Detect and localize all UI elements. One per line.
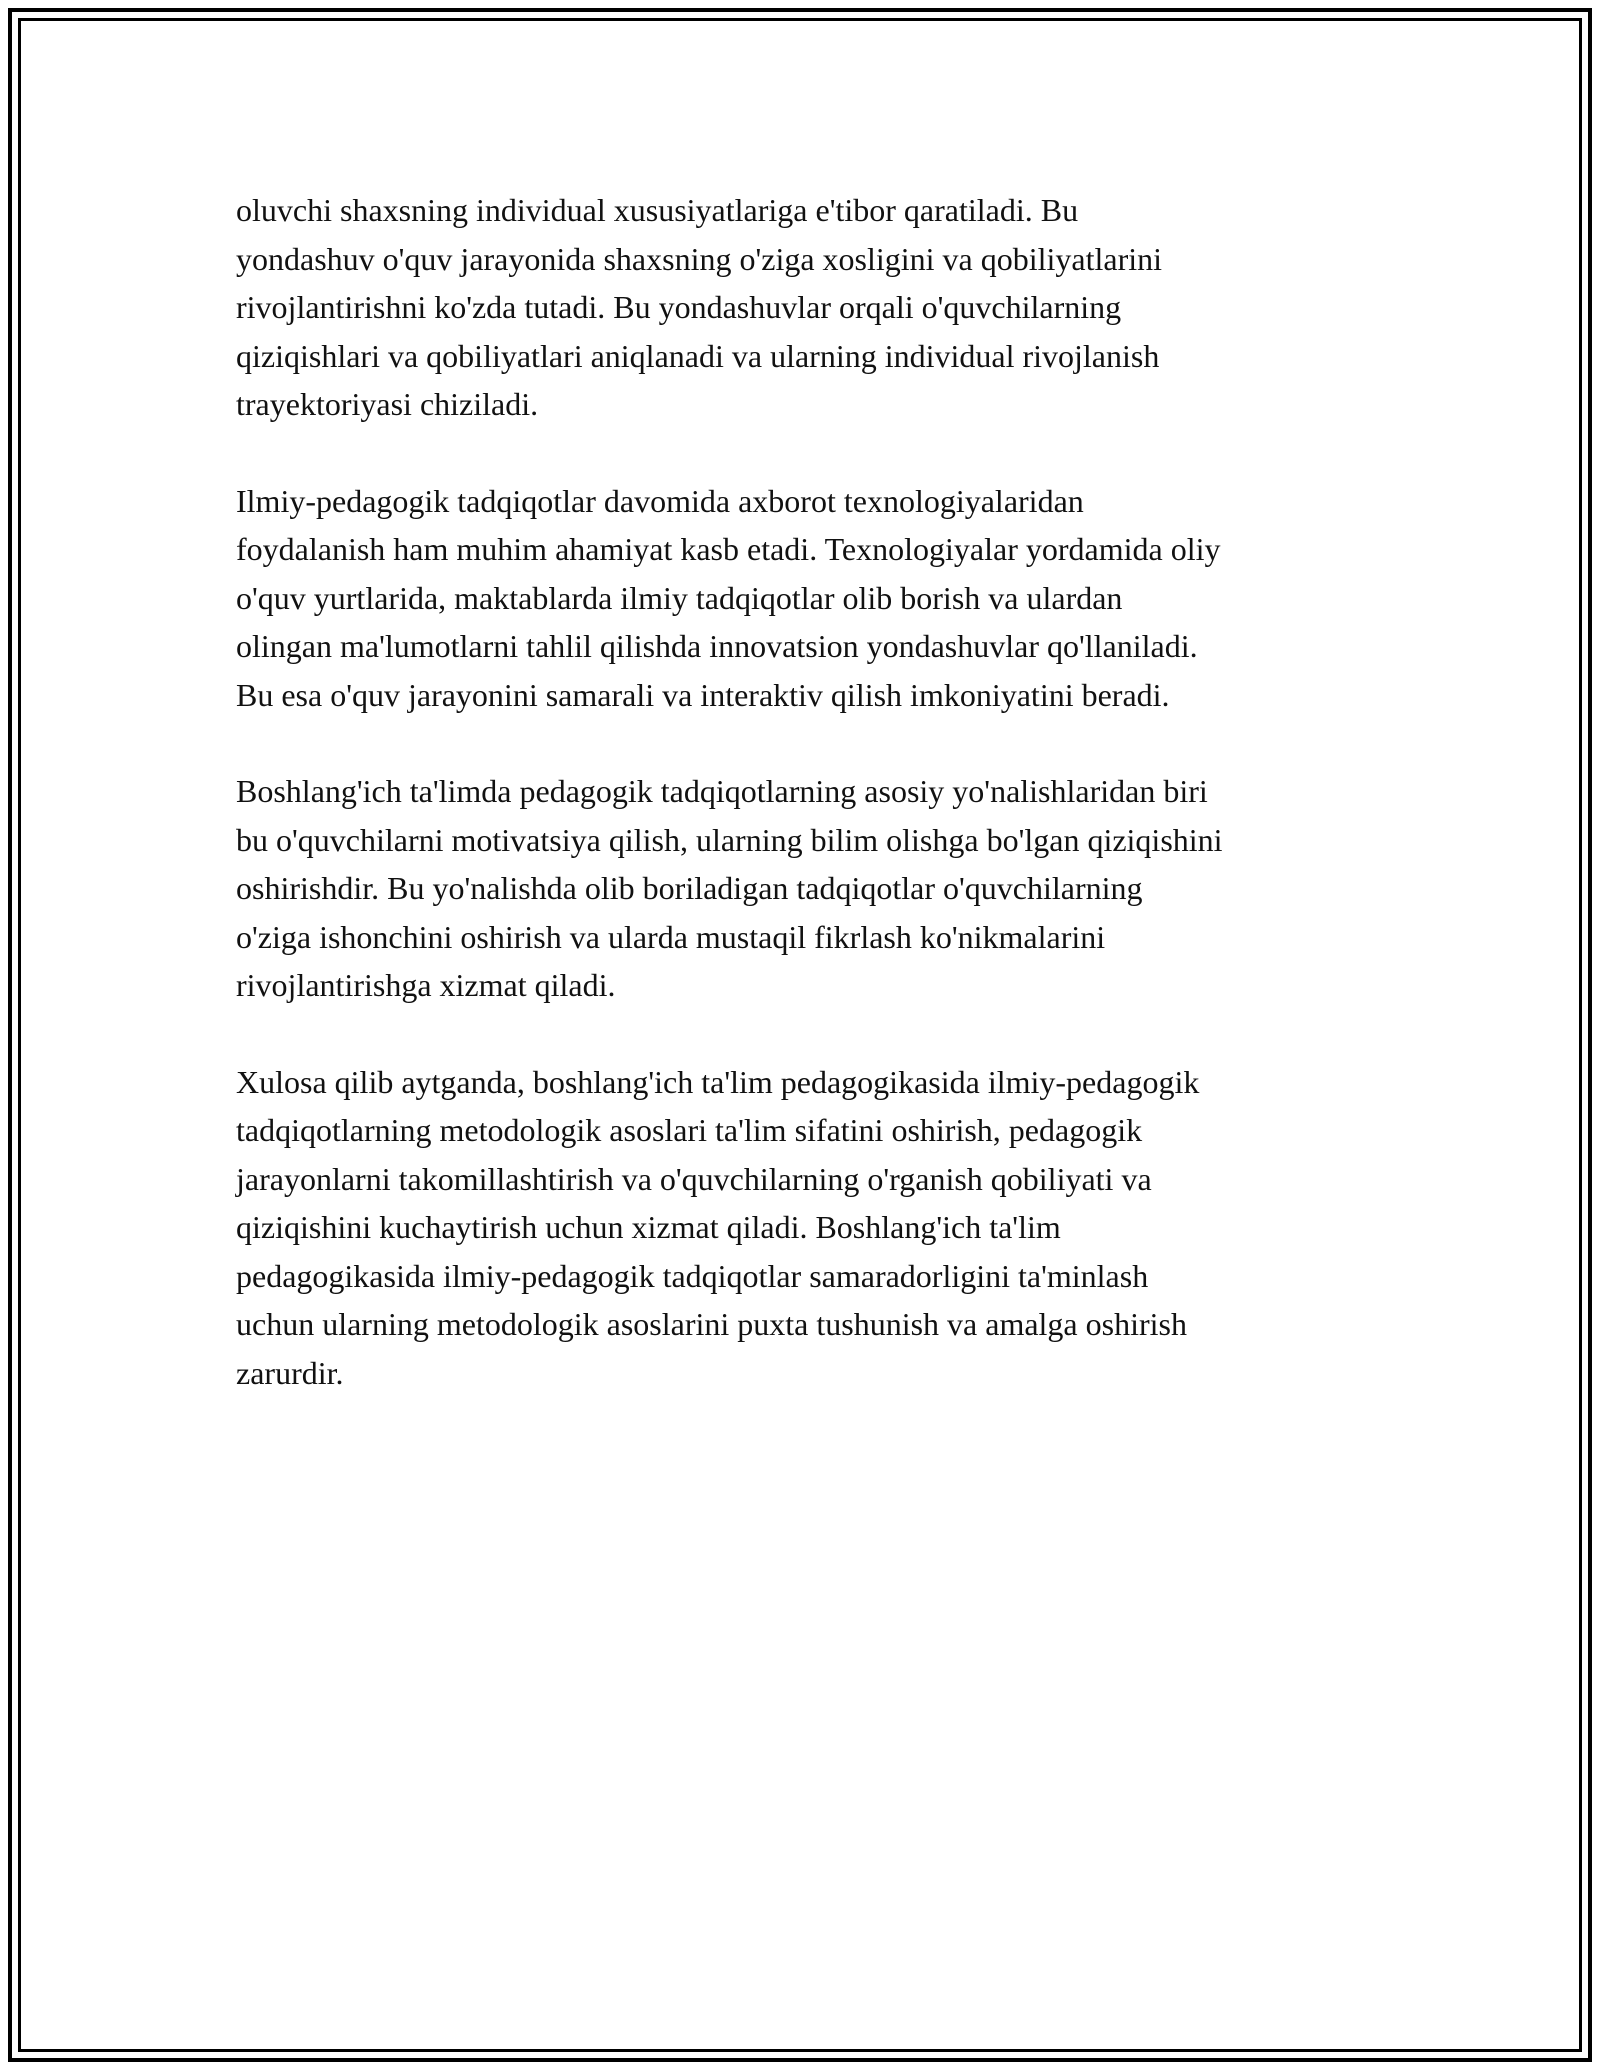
text-line: rivojlantirishni ko'zda tutadi. Bu yondashuvlar orqali o'quvchilarning: [236, 289, 1122, 325]
text-line: oluvchi shaxsning individual xususiyatlariga e'tibor qaratiladi. Bu: [236, 192, 1079, 228]
paragraph-4: [236, 1058, 1386, 1398]
text-line: Bu esa o'quv jarayonini samarali va interaktiv qilish imkoniyatini beradi.: [236, 676, 1170, 713]
text-line: tadqiqotlarning metodologik asoslari ta'lim sifatini oshirish, pedagogik: [236, 1112, 1143, 1148]
text-line: Boshlang'ich ta'limda pedagogik tadqiqotlarning asosiy yo'nalishlaridan biri: [236, 773, 1208, 809]
paragraph-3: [236, 767, 1386, 1010]
text-line: rivojlantirishga xizmat qiladi.: [236, 967, 616, 1003]
text-line: bu o'quvchilarni motivatsiya qilish, ularning bilim olishga bo'lgan qiziqishini: [236, 821, 1223, 858]
text-line: o'ziga ishonchini oshirish va ularda mustaqil fikrlash ko'nikmalarini: [236, 918, 1106, 955]
text-line: o'quv yurtlarida, maktablarda ilmiy tadqiqotlar olib borish va ulardan: [236, 579, 1123, 616]
text-line: foydalanish ham muhim ahamiyat kasb etadi. Texnologiyalar yordamida oliy: [236, 531, 1221, 567]
text-line: qiziqishlari va qobiliyatlari aniqlanadi va ularning individual rivojlanish: [236, 337, 1160, 374]
text-line: qiziqishini kuchaytirish uchun xizmat qiladi. Boshlang'ich ta'lim: [236, 1209, 1061, 1245]
text-line: trayektoriyasi chiziladi.: [236, 386, 539, 422]
text-line: yondashuv o'quv jarayonida shaxsning o'ziga xosligini va qobiliyatlarini: [236, 240, 1163, 277]
text-line: jarayonlarni takomillashtirish va o'quvchilarning o'rganish qobiliyati va: [236, 1160, 1152, 1197]
paragraph-2: [236, 477, 1386, 720]
text-line: olingan ma'lumotlarni tahlil qilishda innovatsion yondashuvlar qo'llaniladi.: [236, 628, 1198, 664]
text-line: Ilmiy-pedagogik tadqiqotlar davomida axborot texnologiyalaridan: [236, 482, 1084, 519]
text-line: zarurdir.: [236, 1354, 344, 1391]
document-body: [236, 186, 1386, 1445]
text-line: oshirishdir. Bu yo'nalishda olib boriladigan tadqiqotlar o'quvchilarning: [236, 870, 1143, 906]
paragraph-1: [236, 186, 1386, 429]
text-line: Xulosa qilib aytganda, boshlang'ich ta'lim pedagogikasida ilmiy-pedagogik: [236, 1063, 1200, 1100]
text-line: uchun ularning metodologik asoslarini puxta tushunish va amalga oshirish: [236, 1306, 1187, 1342]
text-line: pedagogikasida ilmiy-pedagogik tadqiqotlar samaradorligini ta'minlash: [236, 1257, 1149, 1294]
